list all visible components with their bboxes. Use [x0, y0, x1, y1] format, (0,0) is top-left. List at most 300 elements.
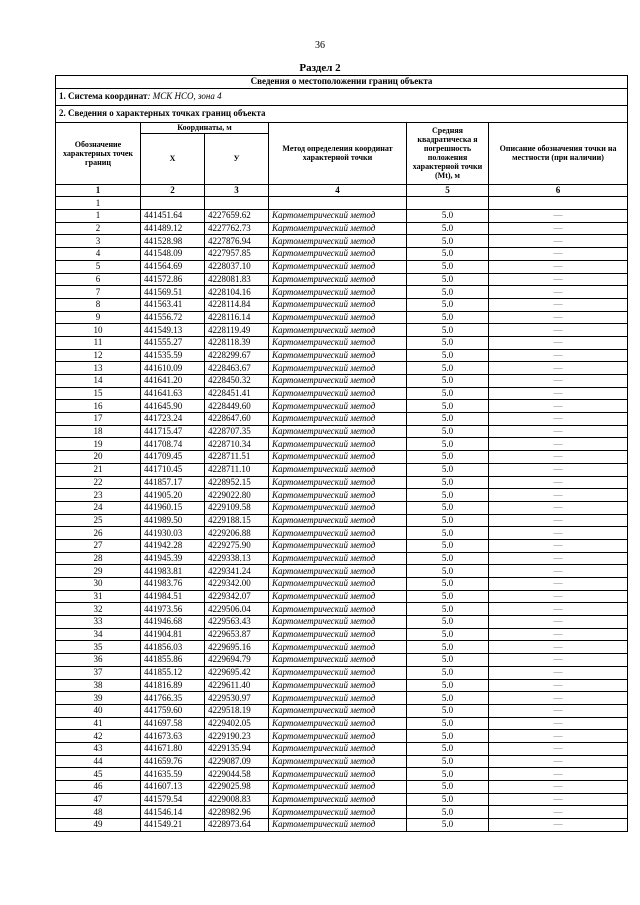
table-row — [56, 349, 628, 362]
method: Картометрический метод — [269, 451, 407, 464]
method: Картометрический метод — [269, 336, 407, 349]
point-number: 10 — [56, 324, 141, 337]
accuracy: 5.0 — [407, 806, 489, 819]
accuracy: 5.0 — [407, 527, 489, 540]
description: — — [489, 501, 628, 514]
coord-x: 441766.35 — [141, 692, 205, 705]
coord-x: 441555.27 — [141, 336, 205, 349]
coord-x: 441856.03 — [141, 641, 205, 654]
coord-system-value: : МСК НСО, зона 4 — [147, 91, 222, 102]
point-number: 18 — [56, 425, 141, 438]
accuracy: 5.0 — [407, 628, 489, 641]
method: Картометрический метод — [269, 692, 407, 705]
description: — — [489, 539, 628, 552]
coord-x: 441659.76 — [141, 755, 205, 768]
coord-system-row — [56, 88, 628, 105]
header-y: У — [205, 133, 269, 184]
table-row — [56, 730, 628, 743]
coord-y: 4229341.24 — [205, 565, 269, 578]
header-method: Метод определения координат характерной точки — [269, 122, 407, 184]
method: Картометрический метод — [269, 425, 407, 438]
description: — — [489, 260, 628, 273]
accuracy: 5.0 — [407, 311, 489, 324]
table-row — [56, 590, 628, 603]
description: — — [489, 704, 628, 717]
method: Картометрический метод — [269, 222, 407, 235]
coord-x: 441984.51 — [141, 590, 205, 603]
point-number: 8 — [56, 298, 141, 311]
description: — — [489, 273, 628, 286]
coord-x: 441563.41 — [141, 298, 205, 311]
coord-y: 4229342.00 — [205, 578, 269, 591]
description: — — [489, 527, 628, 540]
description: — — [489, 654, 628, 667]
coord-x: 441548.09 — [141, 248, 205, 261]
accuracy: 5.0 — [407, 375, 489, 388]
description: — — [489, 793, 628, 806]
method: Картометрический метод — [269, 730, 407, 743]
accuracy: 5.0 — [407, 400, 489, 413]
coord-y: 4229611.40 — [205, 679, 269, 692]
header-description: Описание обозначения точки на местности (при наличии) — [489, 122, 628, 184]
point-number: 23 — [56, 489, 141, 502]
coord-x: 441960.15 — [141, 501, 205, 514]
accuracy: 5.0 — [407, 565, 489, 578]
coord-x: 441905.20 — [141, 489, 205, 502]
accuracy: 5.0 — [407, 717, 489, 730]
table-row — [56, 375, 628, 388]
coord-y: 4228114.84 — [205, 298, 269, 311]
accuracy: 5.0 — [407, 413, 489, 426]
method: Картометрический метод — [269, 387, 407, 400]
coord-y: 4228647.60 — [205, 413, 269, 426]
coord-y: 4229135.94 — [205, 742, 269, 755]
method: Картометрический метод — [269, 806, 407, 819]
table-row — [56, 298, 628, 311]
coord-y: 4228973.64 — [205, 819, 269, 832]
coord-y: 4228463.67 — [205, 362, 269, 375]
method: Картометрический метод — [269, 438, 407, 451]
coord-y: 4227957.85 — [205, 248, 269, 261]
accuracy: 5.0 — [407, 489, 489, 502]
description: — — [489, 679, 628, 692]
table-row — [56, 565, 628, 578]
point-number: 48 — [56, 806, 141, 819]
coord-x: 441451.64 — [141, 210, 205, 223]
table-row — [56, 717, 628, 730]
description: — — [489, 755, 628, 768]
accuracy: 5.0 — [407, 641, 489, 654]
method: Картометрический метод — [269, 463, 407, 476]
accuracy: 5.0 — [407, 260, 489, 273]
coord-x: 441945.39 — [141, 552, 205, 565]
method: Картометрический метод — [269, 501, 407, 514]
description: — — [489, 768, 628, 781]
coord-y: 4229190.23 — [205, 730, 269, 743]
contour-label: 1 — [56, 197, 141, 210]
method: Картометрический метод — [269, 603, 407, 616]
point-number: 6 — [56, 273, 141, 286]
coord-x: 441942.28 — [141, 539, 205, 552]
coord-y: 4229025.98 — [205, 781, 269, 794]
method: Картометрический метод — [269, 210, 407, 223]
table-row — [56, 286, 628, 299]
point-number: 13 — [56, 362, 141, 375]
point-number: 16 — [56, 400, 141, 413]
coord-x: 441572.86 — [141, 273, 205, 286]
description: — — [489, 463, 628, 476]
coord-y: 4229206.88 — [205, 527, 269, 540]
description: — — [489, 641, 628, 654]
description: — — [489, 666, 628, 679]
table-row — [56, 425, 628, 438]
accuracy: 5.0 — [407, 514, 489, 527]
table-row — [56, 311, 628, 324]
accuracy: 5.0 — [407, 666, 489, 679]
method: Картометрический метод — [269, 273, 407, 286]
point-number: 28 — [56, 552, 141, 565]
point-number: 21 — [56, 463, 141, 476]
method: Картометрический метод — [269, 248, 407, 261]
description: — — [489, 451, 628, 464]
method: Картометрический метод — [269, 666, 407, 679]
table-row — [56, 539, 628, 552]
coord-x: 441708.74 — [141, 438, 205, 451]
column-number: 1 — [56, 184, 141, 197]
coord-x: 441983.76 — [141, 578, 205, 591]
point-number: 20 — [56, 451, 141, 464]
accuracy: 5.0 — [407, 476, 489, 489]
coord-y: 4229530.97 — [205, 692, 269, 705]
method: Картометрический метод — [269, 489, 407, 502]
method: Картометрический метод — [269, 235, 407, 248]
point-number: 7 — [56, 286, 141, 299]
coord-x: 441904.81 — [141, 628, 205, 641]
coord-x: 441855.86 — [141, 654, 205, 667]
description: — — [489, 552, 628, 565]
coord-y: 4229338.13 — [205, 552, 269, 565]
accuracy: 5.0 — [407, 616, 489, 629]
method: Картометрический метод — [269, 286, 407, 299]
description: — — [489, 730, 628, 743]
accuracy: 5.0 — [407, 755, 489, 768]
coord-x: 441549.21 — [141, 819, 205, 832]
point-number: 42 — [56, 730, 141, 743]
coord-x: 441610.09 — [141, 362, 205, 375]
table-row — [56, 451, 628, 464]
point-number: 26 — [56, 527, 141, 540]
method: Картометрический метод — [269, 704, 407, 717]
column-number: 4 — [269, 184, 407, 197]
description: — — [489, 387, 628, 400]
accuracy: 5.0 — [407, 793, 489, 806]
table-row — [56, 527, 628, 540]
description: — — [489, 742, 628, 755]
point-number: 35 — [56, 641, 141, 654]
point-number: 4 — [56, 248, 141, 261]
method: Картометрический метод — [269, 324, 407, 337]
method: Картометрический метод — [269, 527, 407, 540]
table-row — [56, 413, 628, 426]
coord-y: 4228451.41 — [205, 387, 269, 400]
coord-x: 441641.20 — [141, 375, 205, 388]
coord-x: 441930.03 — [141, 527, 205, 540]
description: — — [489, 616, 628, 629]
coord-x: 441715.47 — [141, 425, 205, 438]
accuracy: 5.0 — [407, 273, 489, 286]
header-designation: Обозначение характерных точек границ — [56, 122, 141, 184]
method: Картометрический метод — [269, 679, 407, 692]
table-row — [56, 387, 628, 400]
accuracy: 5.0 — [407, 501, 489, 514]
coord-y: 4229695.42 — [205, 666, 269, 679]
point-number: 14 — [56, 375, 141, 388]
accuracy: 5.0 — [407, 603, 489, 616]
description: — — [489, 210, 628, 223]
table-row — [56, 806, 628, 819]
table-row — [56, 755, 628, 768]
coord-x: 441816.89 — [141, 679, 205, 692]
description: — — [489, 781, 628, 794]
coord-y: 4228118.39 — [205, 336, 269, 349]
description: — — [489, 692, 628, 705]
accuracy: 5.0 — [407, 781, 489, 794]
point-number: 38 — [56, 679, 141, 692]
accuracy: 5.0 — [407, 768, 489, 781]
description: — — [489, 489, 628, 502]
point-number: 49 — [56, 819, 141, 832]
accuracy: 5.0 — [407, 298, 489, 311]
table-row — [56, 260, 628, 273]
header-coordinates: Координаты, м — [141, 122, 269, 133]
description: — — [489, 628, 628, 641]
description: — — [489, 298, 628, 311]
method: Картометрический метод — [269, 578, 407, 591]
accuracy: 5.0 — [407, 578, 489, 591]
point-number: 25 — [56, 514, 141, 527]
coord-y: 4229653.87 — [205, 628, 269, 641]
accuracy: 5.0 — [407, 552, 489, 565]
point-number: 36 — [56, 654, 141, 667]
point-number: 15 — [56, 387, 141, 400]
description: — — [489, 476, 628, 489]
points-section-title: 2. Сведения о характерных точках границ объекта — [56, 105, 628, 122]
coord-y: 4228081.83 — [205, 273, 269, 286]
description: — — [489, 603, 628, 616]
coord-y: 4228710.34 — [205, 438, 269, 451]
coord-y: 4229087.09 — [205, 755, 269, 768]
method: Картометрический метод — [269, 616, 407, 629]
method: Картометрический метод — [269, 590, 407, 603]
coord-y: 4228119.49 — [205, 324, 269, 337]
table-row — [56, 742, 628, 755]
description: — — [489, 578, 628, 591]
point-number: 19 — [56, 438, 141, 451]
accuracy: 5.0 — [407, 222, 489, 235]
coord-x: 441635.59 — [141, 768, 205, 781]
coord-y: 4228104.16 — [205, 286, 269, 299]
point-number: 34 — [56, 628, 141, 641]
description: — — [489, 375, 628, 388]
coord-x: 441641.63 — [141, 387, 205, 400]
table-row — [56, 628, 628, 641]
accuracy: 5.0 — [407, 704, 489, 717]
table-row — [56, 235, 628, 248]
table-row — [56, 514, 628, 527]
table-row — [56, 222, 628, 235]
coord-x: 441569.51 — [141, 286, 205, 299]
accuracy: 5.0 — [407, 590, 489, 603]
accuracy: 5.0 — [407, 210, 489, 223]
table-row — [56, 616, 628, 629]
description: — — [489, 248, 628, 261]
method: Картометрический метод — [269, 755, 407, 768]
table-row — [56, 692, 628, 705]
coord-x: 441549.13 — [141, 324, 205, 337]
table-row — [56, 273, 628, 286]
method: Картометрический метод — [269, 476, 407, 489]
method: Картометрический метод — [269, 400, 407, 413]
point-number: 22 — [56, 476, 141, 489]
coord-y: 4227762.73 — [205, 222, 269, 235]
boundary-points-table — [55, 75, 628, 832]
description: — — [489, 565, 628, 578]
description: — — [489, 438, 628, 451]
method: Картометрический метод — [269, 717, 407, 730]
point-number: 1 — [56, 210, 141, 223]
description: — — [489, 514, 628, 527]
description: — — [489, 425, 628, 438]
description: — — [489, 324, 628, 337]
coord-x: 441709.45 — [141, 451, 205, 464]
coord-y: 4229044.58 — [205, 768, 269, 781]
coord-system-label: 1. Система координат — [59, 91, 148, 102]
description: — — [489, 336, 628, 349]
table-row — [56, 704, 628, 717]
coord-y: 4229694.79 — [205, 654, 269, 667]
coord-x: 441579.54 — [141, 793, 205, 806]
table-row — [56, 463, 628, 476]
description: — — [489, 349, 628, 362]
coord-x: 441983.81 — [141, 565, 205, 578]
table-row — [56, 819, 628, 832]
accuracy: 5.0 — [407, 692, 489, 705]
point-number: 9 — [56, 311, 141, 324]
coord-y: 4229022.80 — [205, 489, 269, 502]
method: Картометрический метод — [269, 781, 407, 794]
point-number: 2 — [56, 222, 141, 235]
description: — — [489, 806, 628, 819]
table-row — [56, 336, 628, 349]
coord-y: 4228299.67 — [205, 349, 269, 362]
method: Картометрический метод — [269, 260, 407, 273]
coord-y: 4228952.15 — [205, 476, 269, 489]
description: — — [489, 717, 628, 730]
point-number: 3 — [56, 235, 141, 248]
column-number: 3 — [205, 184, 269, 197]
point-number: 30 — [56, 578, 141, 591]
table-row — [56, 501, 628, 514]
method: Картометрический метод — [269, 641, 407, 654]
accuracy: 5.0 — [407, 730, 489, 743]
accuracy: 5.0 — [407, 679, 489, 692]
accuracy: 5.0 — [407, 235, 489, 248]
coord-y: 4228711.10 — [205, 463, 269, 476]
coord-x: 441759.60 — [141, 704, 205, 717]
method: Картометрический метод — [269, 311, 407, 324]
accuracy: 5.0 — [407, 336, 489, 349]
coord-y: 4228982.96 — [205, 806, 269, 819]
point-number: 39 — [56, 692, 141, 705]
coord-x: 441973.56 — [141, 603, 205, 616]
coord-y: 4229518.19 — [205, 704, 269, 717]
accuracy: 5.0 — [407, 819, 489, 832]
coord-x: 441710.45 — [141, 463, 205, 476]
accuracy: 5.0 — [407, 438, 489, 451]
coord-x: 441697.58 — [141, 717, 205, 730]
table-row — [56, 489, 628, 502]
method: Картометрический метод — [269, 539, 407, 552]
coord-y: 4227659.62 — [205, 210, 269, 223]
point-number: 41 — [56, 717, 141, 730]
method: Картометрический метод — [269, 565, 407, 578]
coord-y: 4229506.04 — [205, 603, 269, 616]
point-number: 17 — [56, 413, 141, 426]
coord-x: 441607.13 — [141, 781, 205, 794]
point-number: 5 — [56, 260, 141, 273]
coord-x: 441528.98 — [141, 235, 205, 248]
coord-x: 441556.72 — [141, 311, 205, 324]
coord-x: 441546.14 — [141, 806, 205, 819]
accuracy: 5.0 — [407, 248, 489, 261]
method: Картометрический метод — [269, 552, 407, 565]
accuracy: 5.0 — [407, 349, 489, 362]
table-row — [56, 679, 628, 692]
accuracy: 5.0 — [407, 539, 489, 552]
coord-y: 4229008.83 — [205, 793, 269, 806]
coord-y: 4228449.60 — [205, 400, 269, 413]
coord-x: 441857.17 — [141, 476, 205, 489]
description: — — [489, 413, 628, 426]
table-row — [56, 552, 628, 565]
point-number: 12 — [56, 349, 141, 362]
table-row — [56, 666, 628, 679]
coord-y: 4229275.90 — [205, 539, 269, 552]
point-number: 46 — [56, 781, 141, 794]
coord-x: 441946.68 — [141, 616, 205, 629]
point-number: 45 — [56, 768, 141, 781]
point-number: 47 — [56, 793, 141, 806]
point-number: 43 — [56, 742, 141, 755]
section-title: Раздел 2 — [299, 62, 341, 74]
accuracy: 5.0 — [407, 286, 489, 299]
method: Картометрический метод — [269, 742, 407, 755]
description: — — [489, 400, 628, 413]
point-number: 32 — [56, 603, 141, 616]
table-row — [56, 438, 628, 451]
table-row — [56, 476, 628, 489]
coord-y: 4229109.58 — [205, 501, 269, 514]
coord-x: 441673.63 — [141, 730, 205, 743]
method: Картометрический метод — [269, 413, 407, 426]
coord-x: 441989.50 — [141, 514, 205, 527]
accuracy: 5.0 — [407, 387, 489, 400]
table-row — [56, 210, 628, 223]
table-row — [56, 324, 628, 337]
point-number: 31 — [56, 590, 141, 603]
table-row — [56, 641, 628, 654]
table-row — [56, 362, 628, 375]
